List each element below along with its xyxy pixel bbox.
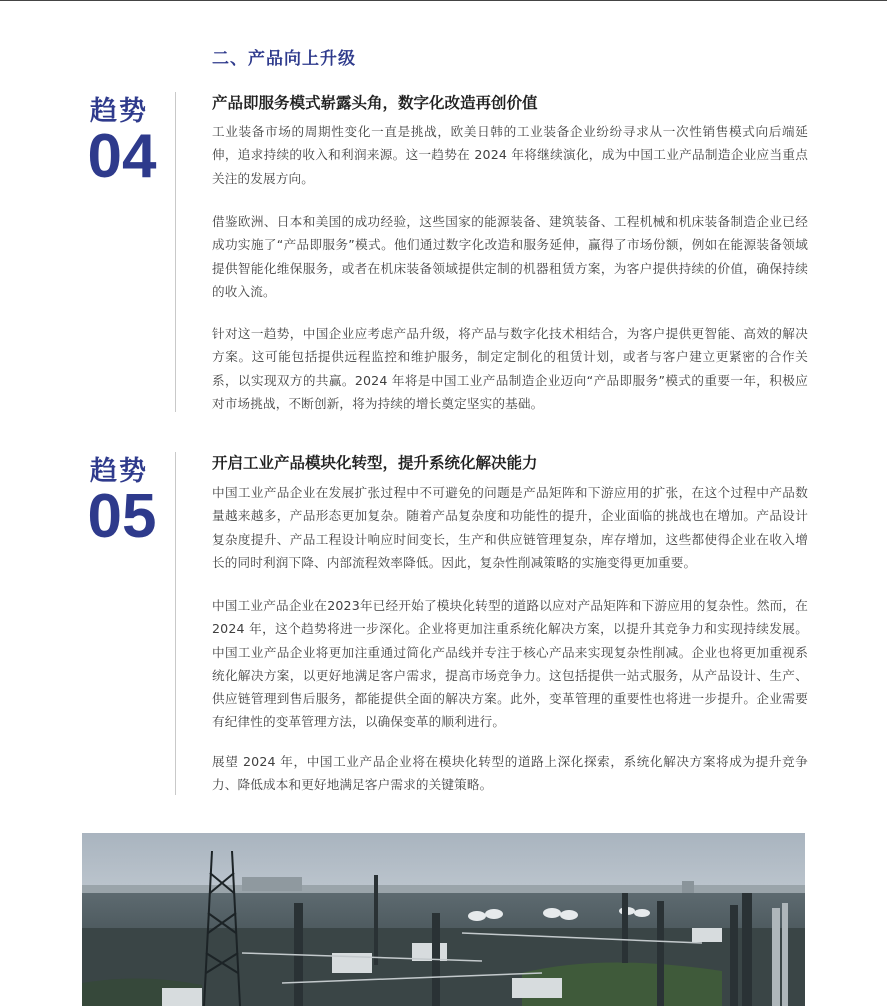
trend-number-04: 04	[87, 122, 157, 191]
trend-number-05: 05	[87, 482, 157, 551]
trend-05-paragraph-3: 展望 2024 年，中国工业产品企业将在模块化转型的道路上深化探索，系统化解决方案将成为提升竞争力、降低成本和更好地满足客户需求的关键策略。	[212, 754, 808, 793]
trend-05-paragraph-2: 中国工业产品企业在2023年已经开始了模块化转型的道路以应对产品矩阵和下游应用的复杂性。然而，在 2024 年，这个趋势将进一步深化。企业将更加注重系统化解决方案，以提升其竞争力和实现持续发展。中国工业产品企业将更加注重通过简化产品线并专注于核心产品来实现复杂性削减。企业也将更加重视系统化解决方案，以更好地满足客户需求，提高市场竞争力。这包括提供一站式服务，从产品设计、生产、供应链管理到售后服务，都能提供全面的解决方案。此外，变革管理的重要性也将进一步提升。企业需要有纪律性的变革管理方法，以确保变革的顺利进行。	[212, 598, 808, 730]
trend-04-paragraph-3: 针对这一趋势，中国企业应考虑产品升级，将产品与数字化技术相结合，为客户提供更智能、高效的解决方案。这可能包括提供远程监控和维护服务，制定定制化的租赁计划，或者与客户建立更紧密的合作关系，以实现双方的共赢。2024 年将是中国工业产品制造企业迈向“产品即服务”模式的重要一年，积极应对市场挑战，不断创新，将为持续的增长奠定坚实的基础。	[212, 326, 808, 411]
trend-label-05: 趋势	[90, 456, 148, 487]
top-rule	[0, 0, 887, 1]
trend-label-04: 趋势	[90, 96, 148, 127]
trend-divider-04	[175, 92, 176, 412]
section-heading: 二、产品向上升级	[212, 49, 356, 69]
trend-05-paragraph-1: 中国工业产品企业在发展扩张过程中不可避免的问题是产品矩阵和下游应用的扩张，在这个过程中产品数量越来越多，产品形态更加复杂。随着产品复杂度和功能性的提升，企业面临的挑战也在增加。产品设计复杂度提升、产品工程设计响应时间变长，生产和供应链管理复杂，库存增加，这些都使得企业在收入增长的同时利润下降、内部流程效率降低。因此，复杂性削减策略的实施变得更加重要。	[212, 485, 808, 570]
trend-title-04: 产品即服务模式崭露头角，数字化改造再创价值	[212, 94, 538, 112]
trend-title-05: 开启工业产品模块化转型，提升系统化解决能力	[212, 454, 538, 472]
industrial-plant-photo	[82, 833, 805, 1006]
trend-04-paragraph-1: 工业装备市场的周期性变化一直是挑战，欧美日韩的工业装备企业纷纷寻求从一次性销售模式向后端延伸，追求持续的收入和利润来源。这一趋势在 2024 年将继续演化，成为中国工业产品制造企业应当重点关注的发展方向。	[212, 124, 808, 186]
trend-divider-05	[175, 452, 176, 795]
trend-04-paragraph-2: 借鉴欧洲、日本和美国的成功经验，这些国家的能源装备、建筑装备、工程机械和机床装备制造企业已经成功实施了“产品即服务”模式。他们通过数字化改造和服务延伸，赢得了市场份额，例如在能源装备领域提供智能化维保服务，或者在机床装备领域提供定制的机器租赁方案，为客户提供持续的价值，确保持续的收入流。	[212, 214, 808, 299]
